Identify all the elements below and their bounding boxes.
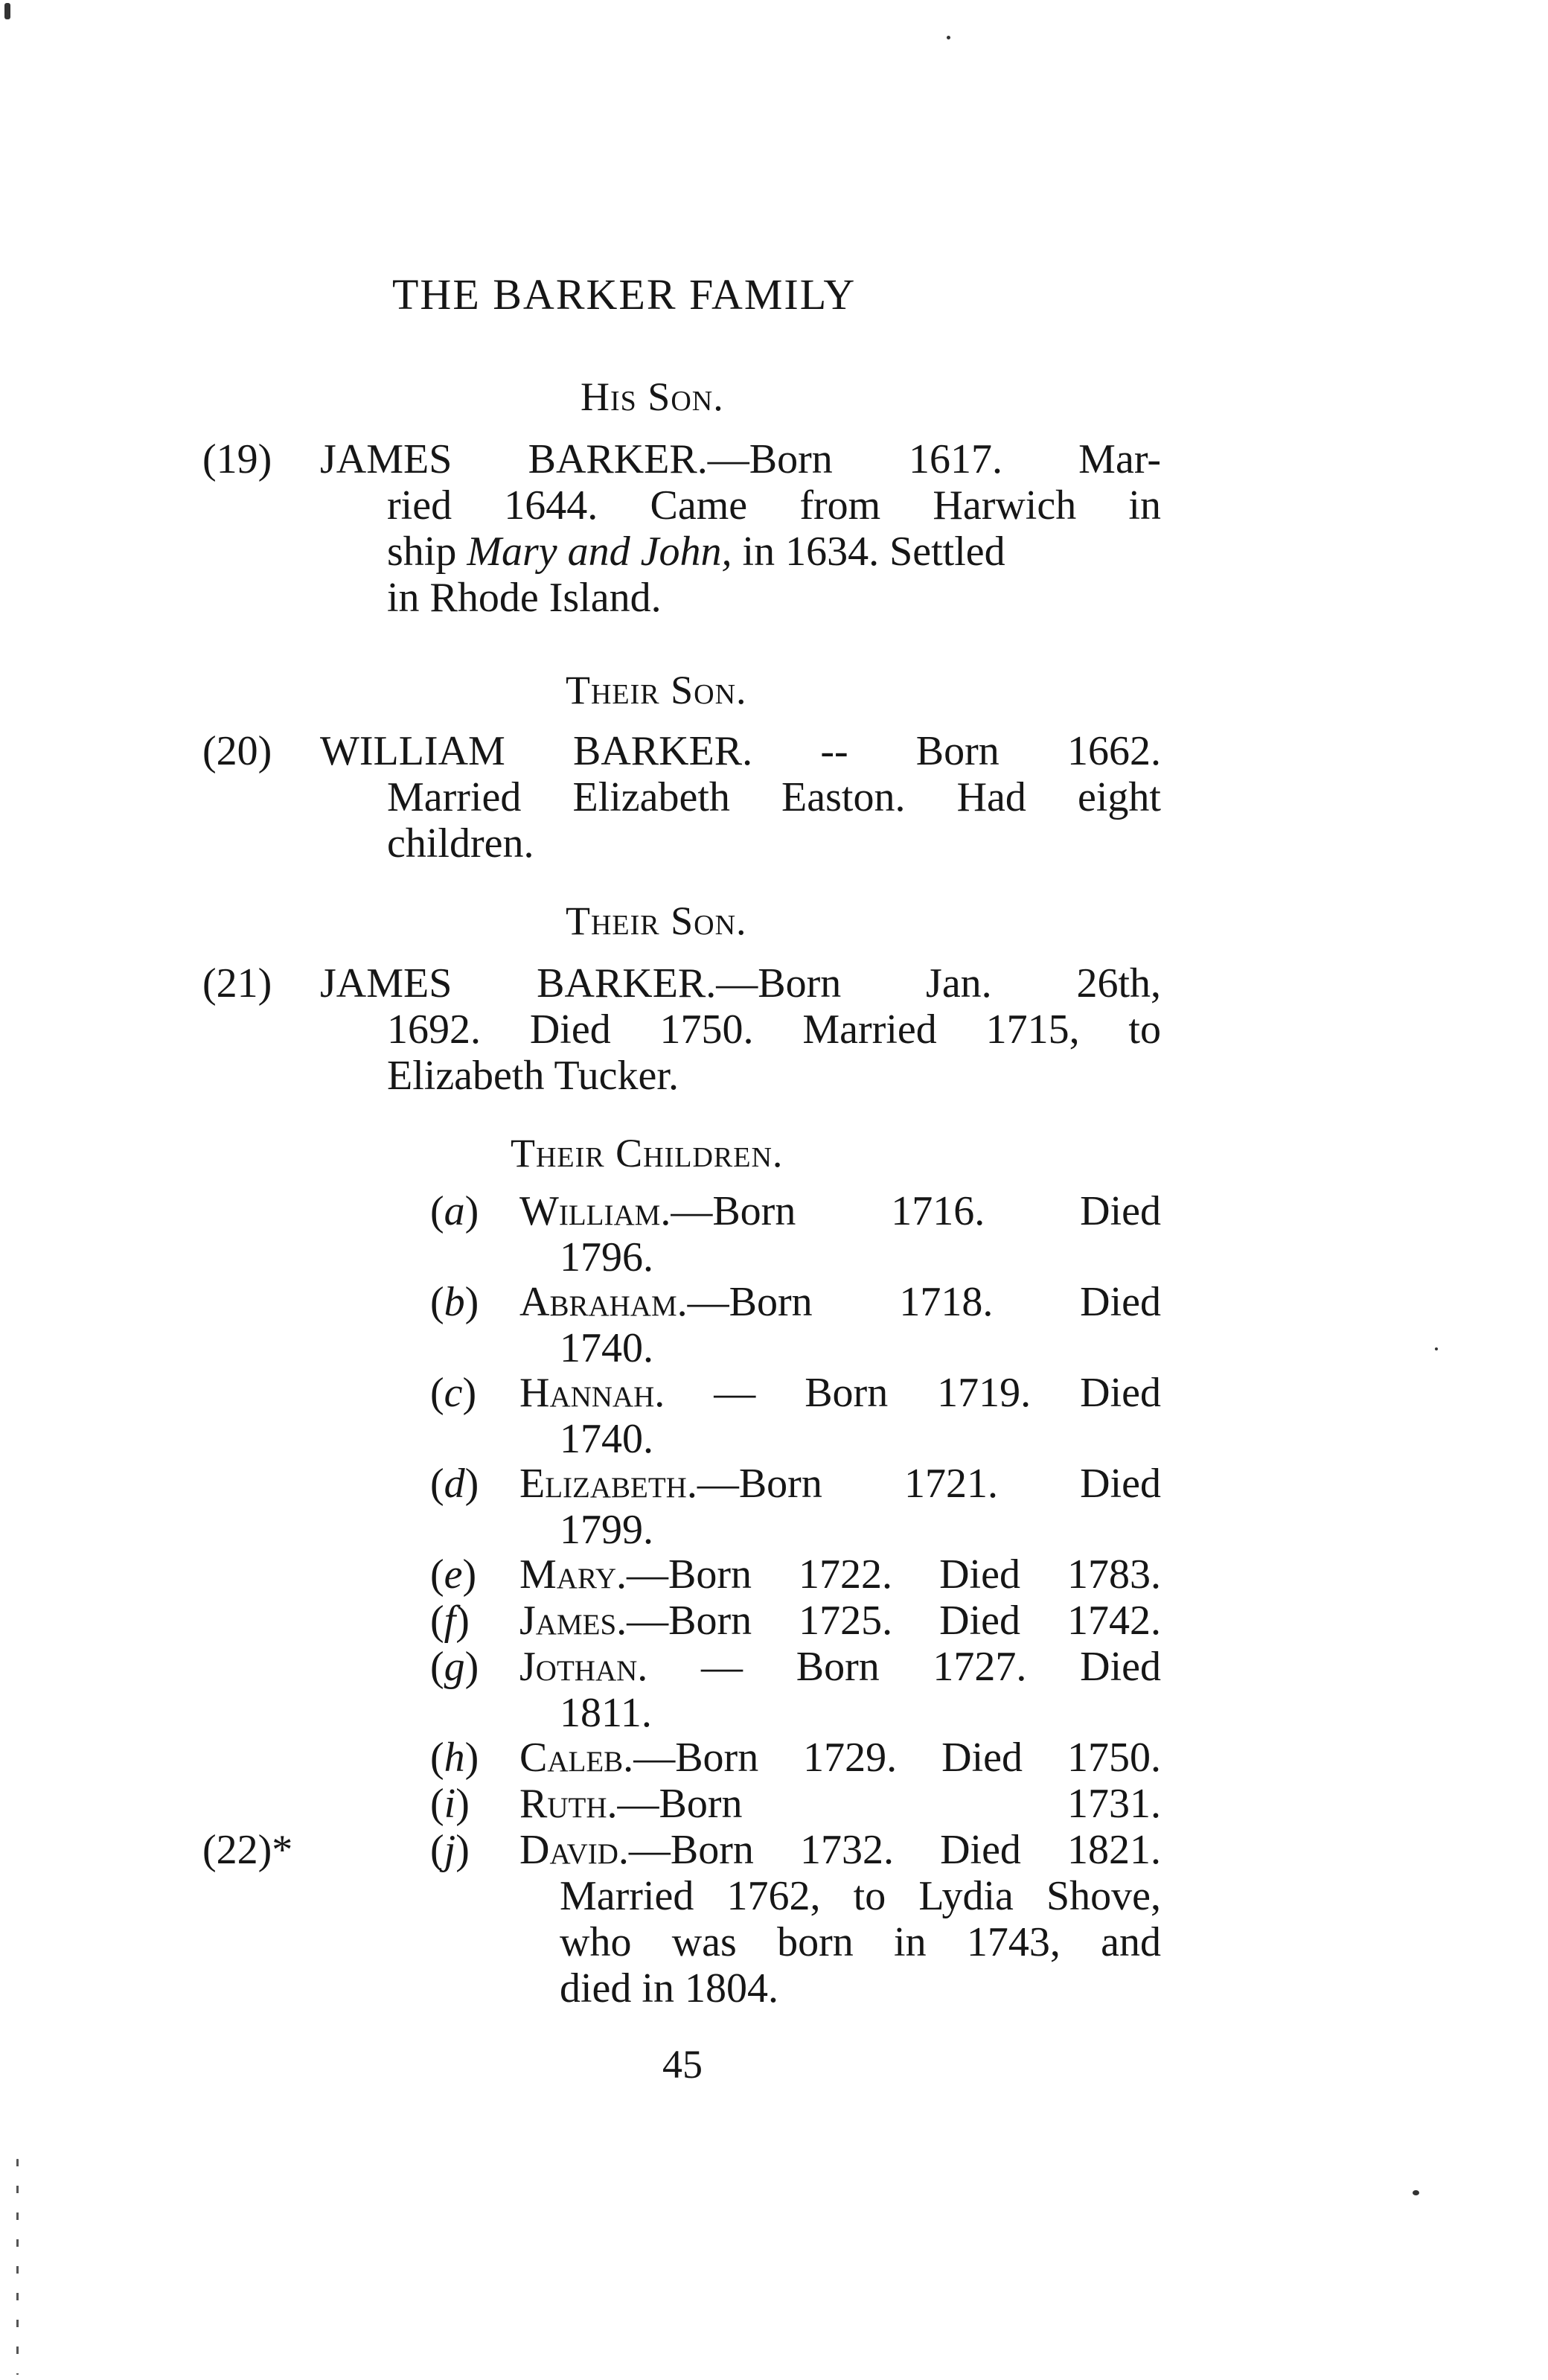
- child-name: Hannah.: [519, 1370, 665, 1416]
- child-dates: —Born 1716. Died: [671, 1188, 1161, 1234]
- child-letter-value: c: [444, 1370, 463, 1416]
- child-entry: [519, 1644, 1161, 1690]
- child-letter: (a): [430, 1188, 479, 1234]
- child-name: Caleb.: [519, 1735, 634, 1781]
- scan-edge-marks: [16, 2159, 19, 2375]
- entry-20-line-1: WILLIAM BARKER. -- Born 1662.: [320, 728, 1161, 774]
- child-entry: [519, 1827, 1161, 1873]
- entry-number-19: (19): [202, 436, 272, 482]
- child-name: James.: [519, 1598, 627, 1644]
- child-entry-continuation: 1799.: [560, 1507, 653, 1553]
- child-dates: —Born 1729. Died 1750.: [633, 1735, 1161, 1781]
- child-dates: —Born 1731.: [617, 1781, 1161, 1827]
- child-letter: (d): [430, 1461, 479, 1507]
- entry-21-line-3: Elizabeth Tucker.: [387, 1053, 679, 1099]
- entry-number-22: (22)*: [202, 1827, 293, 1873]
- child-letter: (j): [430, 1827, 470, 1873]
- entry-19-line-3-start: ship: [387, 529, 467, 575]
- scan-speck: [1435, 1347, 1438, 1350]
- child-letter-value: a: [444, 1188, 465, 1234]
- entry-19-line-4: in Rhode Island.: [387, 575, 662, 621]
- child-entry-continuation: who was born in 1743, and: [560, 1919, 1161, 1965]
- child-name: David.: [519, 1827, 629, 1873]
- child-letter: (b): [430, 1279, 479, 1325]
- child-letter: (c): [430, 1370, 477, 1416]
- child-letter-value: b: [444, 1279, 465, 1325]
- section-heading-his-son: His Son.: [580, 374, 724, 419]
- page-number: 45: [662, 2042, 703, 2087]
- entry-number-21: (21): [202, 960, 272, 1006]
- child-letter: (i): [430, 1781, 470, 1827]
- child-letter-value: g: [444, 1644, 465, 1690]
- scan-speck: [1413, 2190, 1419, 2195]
- child-entry: [519, 1735, 1161, 1781]
- child-letter-value: h: [444, 1735, 465, 1781]
- section-heading-their-son-2: Their Son.: [566, 899, 747, 943]
- child-entry: [519, 1461, 1161, 1507]
- child-name: Jothan.: [519, 1644, 648, 1690]
- child-entry: [519, 1370, 1161, 1416]
- child-dates: —Born 1732. Died 1821.: [628, 1827, 1161, 1873]
- child-letter-value: j: [444, 1827, 456, 1873]
- entry-20-line-3: children.: [387, 820, 534, 867]
- child-dates: — Born 1727. Died: [647, 1644, 1161, 1690]
- children-heading: Their Children.: [511, 1131, 784, 1175]
- child-dates: —Born 1722. Died 1783.: [626, 1551, 1161, 1598]
- scan-speck: [947, 36, 950, 39]
- entry-19-line-2: ried 1644. Came from Harwich in: [387, 482, 1161, 529]
- child-name: Abraham.: [519, 1279, 688, 1325]
- child-entry: [519, 1188, 1161, 1234]
- entry-19-line-3: [387, 529, 1005, 575]
- child-entry: [519, 1598, 1161, 1644]
- child-dates: —Born 1721. Died: [697, 1461, 1161, 1507]
- running-head: THE BARKER FAMILY: [392, 270, 857, 319]
- child-letter-value: f: [444, 1598, 456, 1644]
- child-entry-continuation: 1796.: [560, 1234, 653, 1280]
- child-entry-continuation: died in 1804.: [560, 1965, 778, 2011]
- child-letter-value: d: [444, 1461, 465, 1507]
- child-entry: [519, 1551, 1161, 1598]
- entry-19-line-3-rest: in 1634. Settled: [732, 529, 1005, 575]
- child-name: Elizabeth.: [519, 1461, 697, 1507]
- child-dates: — Born 1719. Died: [665, 1370, 1161, 1416]
- child-entry-continuation: 1740.: [560, 1416, 653, 1462]
- child-name: Ruth.: [519, 1781, 618, 1827]
- entry-21-line-2: 1692. Died 1750. Married 1715, to: [387, 1006, 1161, 1053]
- scan-mark: [4, 3, 10, 19]
- child-entry-continuation: 1740.: [560, 1325, 653, 1371]
- child-entry: [519, 1279, 1161, 1325]
- entry-21-line-1: JAMES BARKER.—Born Jan. 26th,: [320, 960, 1161, 1006]
- child-letter: (g): [430, 1644, 479, 1690]
- child-dates: —Born 1725. Died 1742.: [627, 1598, 1161, 1644]
- child-dates: —Born 1718. Died: [687, 1279, 1161, 1325]
- child-name: William.: [519, 1188, 671, 1234]
- section-heading-their-son-1: Their Son.: [566, 668, 747, 712]
- child-entry-continuation: 1811.: [560, 1690, 652, 1736]
- entry-number-20: (20): [202, 728, 272, 774]
- child-name: Mary.: [519, 1551, 627, 1598]
- entry-20-line-2: Married Elizabeth Easton. Had eight: [387, 774, 1161, 820]
- child-entry-continuation: Married 1762, to Lydia Shove,: [560, 1873, 1161, 1919]
- child-letter-value: e: [444, 1551, 463, 1598]
- child-letter: (e): [430, 1551, 477, 1598]
- entry-19-line-1: JAMES BARKER.—Born 1617. Mar-: [320, 436, 1161, 482]
- child-letter: (f): [430, 1598, 470, 1644]
- child-letter-value: i: [444, 1781, 456, 1827]
- child-entry: [519, 1781, 1161, 1827]
- child-letter: (h): [430, 1735, 479, 1781]
- ship-name: Mary and John,: [467, 529, 732, 575]
